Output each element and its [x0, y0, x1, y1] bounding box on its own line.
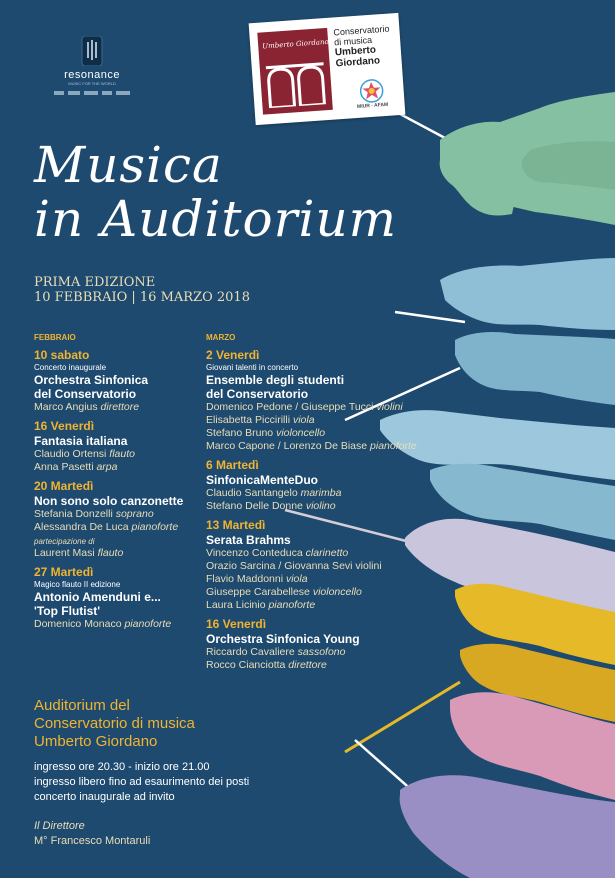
performer-role: pianoforte — [370, 440, 417, 452]
performer-name: Flavio Maddonni — [206, 573, 286, 585]
headline-line1: Musica — [34, 136, 223, 194]
event-title: Ensemble degli studenti — [206, 373, 345, 387]
edition-dates: 10 FEBBRAIO | 16 MARZO 2018 — [34, 290, 250, 305]
venue-line2: Conservatorio di musica — [34, 715, 195, 732]
performer — [206, 599, 466, 612]
resonance-tagline: MUSIC FOR THE WORLD — [68, 81, 116, 86]
conservatorio-text — [333, 23, 400, 69]
mur-logo — [349, 77, 395, 110]
event-title-cont: del Conservatorio — [206, 387, 309, 401]
performer-name: Claudio Ortensi — [34, 448, 110, 460]
event-mar-13 — [206, 518, 466, 612]
director — [34, 819, 150, 849]
performer-name: Elisabetta Piccirilli — [206, 414, 293, 426]
hand-lightblue-2 — [455, 332, 615, 405]
performer-role: sassofono — [297, 646, 346, 658]
performer-name: Laura Licinio — [206, 599, 269, 611]
event-title: Orchestra Sinfonica Young — [206, 632, 360, 646]
performer — [206, 414, 466, 427]
resonance-sponsors-strip — [54, 90, 130, 96]
headline-line2: in Auditorium — [34, 190, 398, 248]
performer-role: clarinetto — [305, 547, 349, 559]
performer-role: flauto — [97, 547, 124, 559]
month-february: FEBBRAIO — [34, 333, 76, 342]
performer-role: pianoforte — [124, 618, 172, 630]
event-title: SinfonicaMenteDuo — [206, 473, 319, 487]
edition-label: PRIMA EDIZIONE — [34, 275, 156, 290]
performer — [206, 573, 466, 586]
performer-name: Vincenzo Conteduca — [206, 547, 306, 559]
conservatorio-line3: Umberto — [334, 44, 377, 59]
performer-name: Rocco Cianciotta — [206, 659, 289, 671]
event-day: 20 Martedì — [34, 479, 94, 493]
participation-label: partecipazione di — [34, 537, 95, 546]
march-column — [206, 333, 466, 672]
performer-role: viola — [292, 414, 315, 426]
performer-name: Domenico Pedone / Giuseppe Tucci — [206, 401, 377, 413]
event-title: Antonio Amenduni e... — [34, 590, 161, 604]
performer-name: Giuseppe Carabellese — [206, 586, 313, 598]
director-role: Il Direttore — [34, 820, 85, 832]
performer-role: violoncello — [276, 427, 326, 439]
resonance-name: resonance — [64, 69, 120, 81]
venue-line1: Auditorium del — [34, 697, 130, 714]
performer — [206, 487, 466, 500]
conservatorio-line4: Giordano — [335, 55, 381, 70]
performer-role: marimba — [300, 487, 342, 499]
performer-name: Marco Capone / Lorenzo De Biase — [206, 440, 371, 452]
event-title: Fantasia italiana — [34, 434, 128, 448]
event-title: Non sono solo canzonette — [34, 494, 184, 508]
performer — [206, 500, 466, 513]
event-day: 2 Venerdì — [206, 348, 260, 362]
info-line3: concerto inaugurale ad invito — [34, 791, 175, 803]
performer-name: Laurent Masi — [34, 547, 98, 559]
performer-role: arpa — [96, 461, 118, 473]
venue-line3: Umberto Giordano — [34, 733, 158, 750]
performer-name: Claudio Santangelo — [206, 487, 301, 499]
event-day: 10 sabato — [34, 348, 90, 362]
performer-name: Stefano Bruno — [206, 427, 277, 439]
performer-role: flauto — [109, 448, 135, 460]
edition — [34, 275, 250, 305]
event-day: 6 Martedì — [206, 458, 259, 472]
conservatorio-line1: Conservatorio — [333, 23, 390, 38]
performer-name: Orazio Sarcina / Giovanna Sevi violini — [206, 560, 382, 572]
performer — [206, 586, 466, 599]
event-mar-6 — [206, 458, 466, 513]
performer — [206, 646, 466, 659]
baton-white-mid — [395, 312, 465, 322]
arches-icon — [266, 60, 327, 108]
performer-role: direttore — [100, 401, 140, 413]
event-day: 16 Venerdì — [34, 419, 95, 433]
performer-role: viola — [285, 573, 308, 585]
event-day: 13 Martedì — [206, 518, 266, 532]
conservatorio-logo — [249, 13, 406, 125]
conservatorio-signature: Umberto Giordano — [261, 37, 329, 51]
performer-name: Alessandra De Luca — [34, 521, 132, 533]
event-title-cont: del Conservatorio — [34, 387, 137, 401]
resonance-mark-icon — [81, 36, 103, 66]
info-line2: ingresso libero fino ad esaurimento dei posti — [34, 776, 250, 788]
director-name: M° Francesco Montaruli — [34, 835, 151, 847]
event-day: 27 Martedì — [34, 565, 94, 579]
performer-name: Anna Pasetti — [34, 461, 97, 473]
event-day: 16 Venerdì — [206, 617, 267, 631]
performer-role: violini — [376, 401, 403, 413]
event-title-cont: 'Top Flutist' — [34, 604, 101, 618]
info-line1: ingresso ore 20.30 - inizio ore 21.00 — [34, 761, 210, 773]
performer-name: Riccardo Cavaliere — [206, 646, 298, 658]
headline — [34, 138, 397, 246]
performer — [206, 547, 466, 560]
event-mar-2 — [206, 348, 466, 453]
event-note: Concerto inaugurale — [34, 363, 107, 372]
event-title: Serata Brahms — [206, 533, 291, 547]
performer — [206, 440, 466, 453]
performer — [206, 560, 466, 573]
resonance-logo — [52, 36, 132, 96]
event-title: Orchestra Sinfonica — [34, 373, 149, 387]
performer-name: Marco Angius — [34, 401, 101, 413]
performer-name: Domenico Monaco — [34, 618, 125, 630]
baton-gold — [345, 682, 460, 752]
performer-name: Stefano Delle Donne — [206, 500, 306, 512]
event-mar-16 — [206, 617, 466, 672]
hand-lightblue-1 — [440, 258, 615, 330]
info — [34, 760, 249, 805]
conservatorio-emblem — [257, 28, 333, 115]
performer — [206, 659, 466, 672]
performer — [206, 401, 466, 414]
star-emblem-icon — [359, 78, 385, 104]
performer — [206, 427, 466, 440]
performer-role: violoncello — [312, 586, 362, 598]
conservatorio-line2: di musica — [333, 34, 373, 48]
event-note: Magico flauto II edizione — [34, 580, 121, 589]
performer-role: pianoforte — [268, 599, 316, 611]
month-march: MARZO — [206, 333, 236, 342]
event-note: Giovani talenti in concerto — [206, 363, 299, 372]
performer-role: soprano — [115, 508, 154, 520]
performer-role: pianoforte — [131, 521, 179, 533]
performer-role: direttore — [288, 659, 327, 671]
mur-label: MIUR · AFAM — [356, 101, 389, 110]
venue — [34, 697, 195, 751]
performer-role: violino — [305, 500, 336, 512]
performer-name: Stefania Donzelli — [34, 508, 116, 520]
